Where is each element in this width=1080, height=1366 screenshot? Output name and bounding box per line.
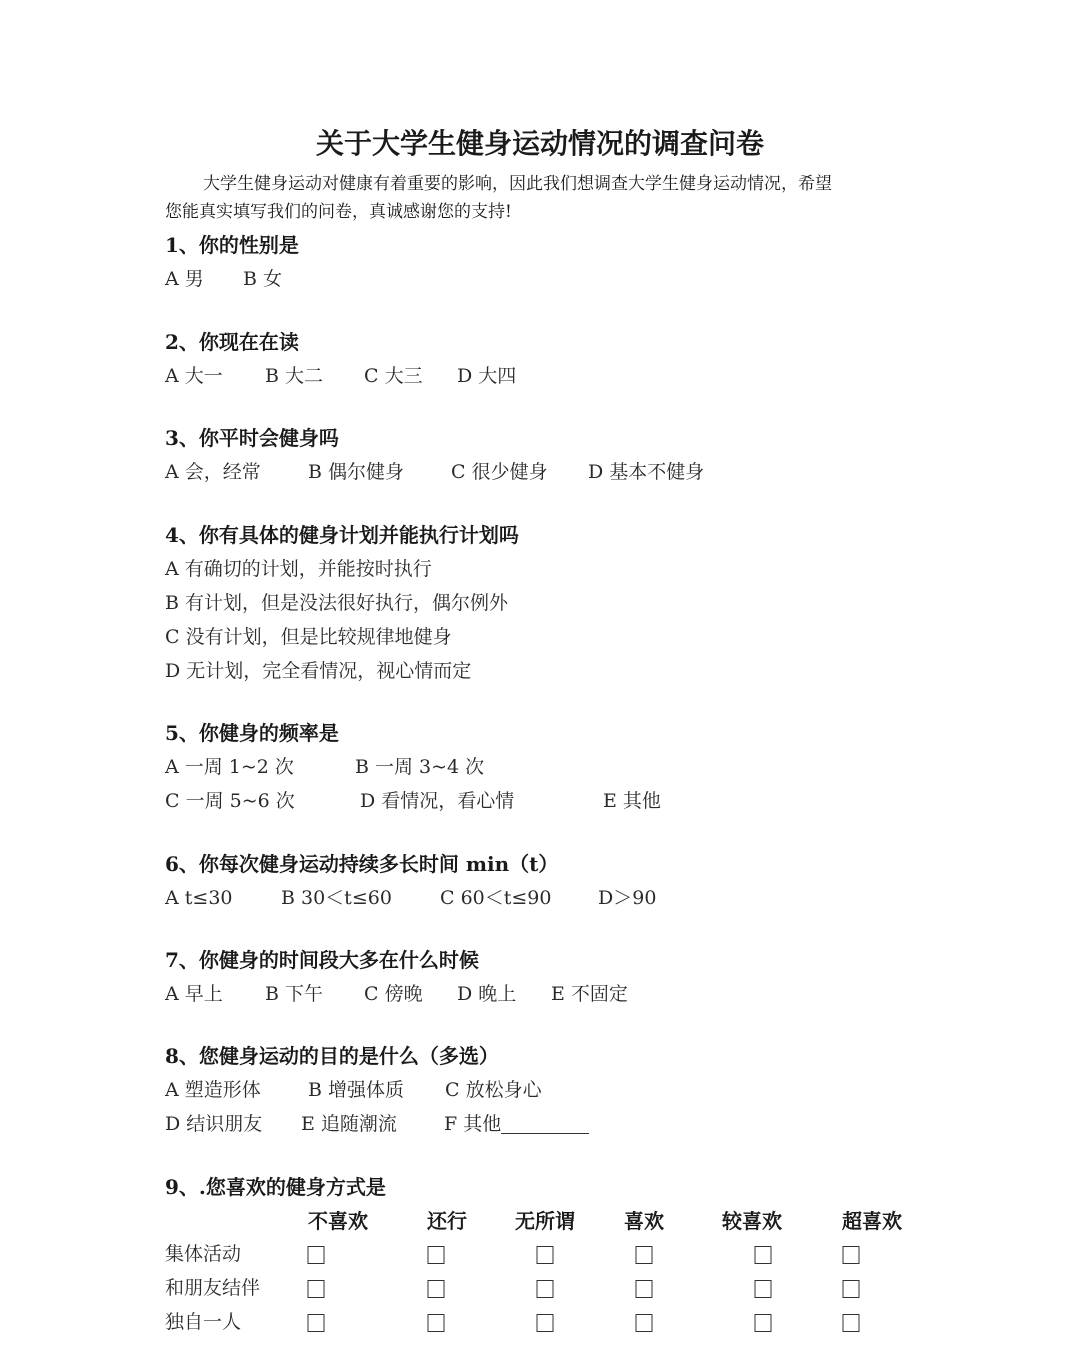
option-4-k[interactable]: B 有计划，但是没法很好执行，偶尔例外 xyxy=(165,592,509,614)
option-6-b[interactable]: B 30＜t≤60 xyxy=(281,887,392,909)
rating-column-header: 喜欢 xyxy=(624,1209,664,1233)
option-4-u[interactable]: C 没有计划，但是比较规律地健身 xyxy=(165,626,452,648)
option-5-l[interactable]: D 看情况，看心情 xyxy=(360,790,515,812)
option-8-l[interactable]: E 追随潮流 xyxy=(301,1113,397,1135)
option-5-a[interactable]: A 一周 1~2 次 xyxy=(165,756,294,778)
other-fill-blank[interactable] xyxy=(501,1115,589,1134)
option-1-b[interactable]: B 女 xyxy=(243,268,283,290)
option-3-a[interactable]: A 会，经常 xyxy=(165,461,261,483)
question-title: 1、你的性别是 xyxy=(165,233,299,257)
option-2-a[interactable]: A 大一 xyxy=(165,365,223,387)
rating-checkbox[interactable] xyxy=(537,1314,554,1332)
option-8-a[interactable]: A 塑造形体 xyxy=(165,1079,261,1101)
rating-checkbox[interactable] xyxy=(308,1280,325,1298)
option-5-b[interactable]: B 一周 3~4 次 xyxy=(355,756,485,778)
option-8-k[interactable]: D 结识朋友 xyxy=(165,1113,263,1135)
question-title: 5、你健身的频率是 xyxy=(165,721,339,745)
rating-checkbox[interactable] xyxy=(755,1280,772,1298)
rating-checkbox[interactable] xyxy=(843,1246,860,1264)
rating-checkbox[interactable] xyxy=(636,1314,653,1332)
rating-row-label: 集体活动 xyxy=(165,1243,242,1265)
option-3-b[interactable]: B 偶尔健身 xyxy=(308,461,405,483)
question-title: 6、你每次健身运动持续多长时间 min（t） xyxy=(165,852,559,876)
option-3-d[interactable]: D 基本不健身 xyxy=(588,461,705,483)
question-title: 2、你现在在读 xyxy=(165,330,299,354)
option-3-c[interactable]: C 很少健身 xyxy=(451,461,548,483)
option-1-a[interactable]: A 男 xyxy=(165,268,204,290)
rating-checkbox[interactable] xyxy=(537,1280,554,1298)
rating-column-header: 超喜欢 xyxy=(842,1209,902,1233)
rating-column-header: 较喜欢 xyxy=(722,1209,782,1233)
question-title: 8、您健身运动的目的是什么（多选） xyxy=(165,1044,499,1068)
option-7-b[interactable]: B 下午 xyxy=(265,983,324,1005)
rating-column-header: 还行 xyxy=(427,1209,467,1233)
option-2-c[interactable]: C 大三 xyxy=(364,365,423,387)
option-6-c[interactable]: C 60＜t≤90 xyxy=(440,887,552,909)
rating-checkbox[interactable] xyxy=(308,1314,325,1332)
rating-checkbox[interactable] xyxy=(428,1280,445,1298)
rating-checkbox[interactable] xyxy=(636,1246,653,1264)
rating-column-header: 无所谓 xyxy=(515,1209,575,1233)
question-title: 7、你健身的时间段大多在什么时候 xyxy=(165,948,479,972)
option-2-b[interactable]: B 大二 xyxy=(265,365,324,387)
option-2-d[interactable]: D 大四 xyxy=(457,365,517,387)
option-4-[interactable]: D 无计划，完全看情况，视心情而定 xyxy=(165,660,472,682)
rating-checkbox[interactable] xyxy=(308,1246,325,1264)
rating-checkbox[interactable] xyxy=(428,1314,445,1332)
rating-checkbox[interactable] xyxy=(636,1280,653,1298)
rating-checkbox[interactable] xyxy=(755,1314,772,1332)
intro-line-2: 您能真实填写我们的问卷，真诚感谢您的支持! xyxy=(165,202,512,222)
option-8-c[interactable]: C 放松身心 xyxy=(445,1079,542,1101)
rating-checkbox[interactable] xyxy=(843,1314,860,1332)
option-7-a[interactable]: A 早上 xyxy=(165,983,223,1005)
rating-checkbox[interactable] xyxy=(843,1280,860,1298)
option-8-b[interactable]: B 增强体质 xyxy=(308,1079,405,1101)
option-4-a[interactable]: A 有确切的计划，并能按时执行 xyxy=(165,558,432,580)
question-title: 3、你平时会健身吗 xyxy=(165,426,339,450)
option-7-c[interactable]: C 傍晚 xyxy=(364,983,423,1005)
rating-row-label: 独自一人 xyxy=(165,1311,242,1333)
rating-row-label: 和朋友结伴 xyxy=(165,1277,261,1299)
option-6-a[interactable]: A t≤30 xyxy=(165,887,233,909)
option-5-m[interactable]: E 其他 xyxy=(603,790,661,812)
option-5-k[interactable]: C 一周 5~6 次 xyxy=(165,790,295,812)
page-title: 关于大学生健身运动情况的调查问卷 xyxy=(315,127,764,160)
option-7-e[interactable]: E 不固定 xyxy=(551,983,628,1005)
question-title: 4、你有具体的健身计划并能执行计划吗 xyxy=(165,523,519,547)
option-8-m[interactable]: F 其他 xyxy=(444,1115,589,1134)
rating-checkbox[interactable] xyxy=(428,1246,445,1264)
intro-line-1: 大学生健身运动对健康有着重要的影响，因此我们想调查大学生健身运动情况，希望 xyxy=(203,174,832,194)
question-title: 9、.您喜欢的健身方式是 xyxy=(165,1175,386,1199)
rating-checkbox[interactable] xyxy=(537,1246,554,1264)
rating-column-header: 不喜欢 xyxy=(308,1209,368,1233)
option-6-d[interactable]: D＞90 xyxy=(598,887,657,909)
option-7-d[interactable]: D 晚上 xyxy=(457,983,517,1005)
rating-checkbox[interactable] xyxy=(755,1246,772,1264)
